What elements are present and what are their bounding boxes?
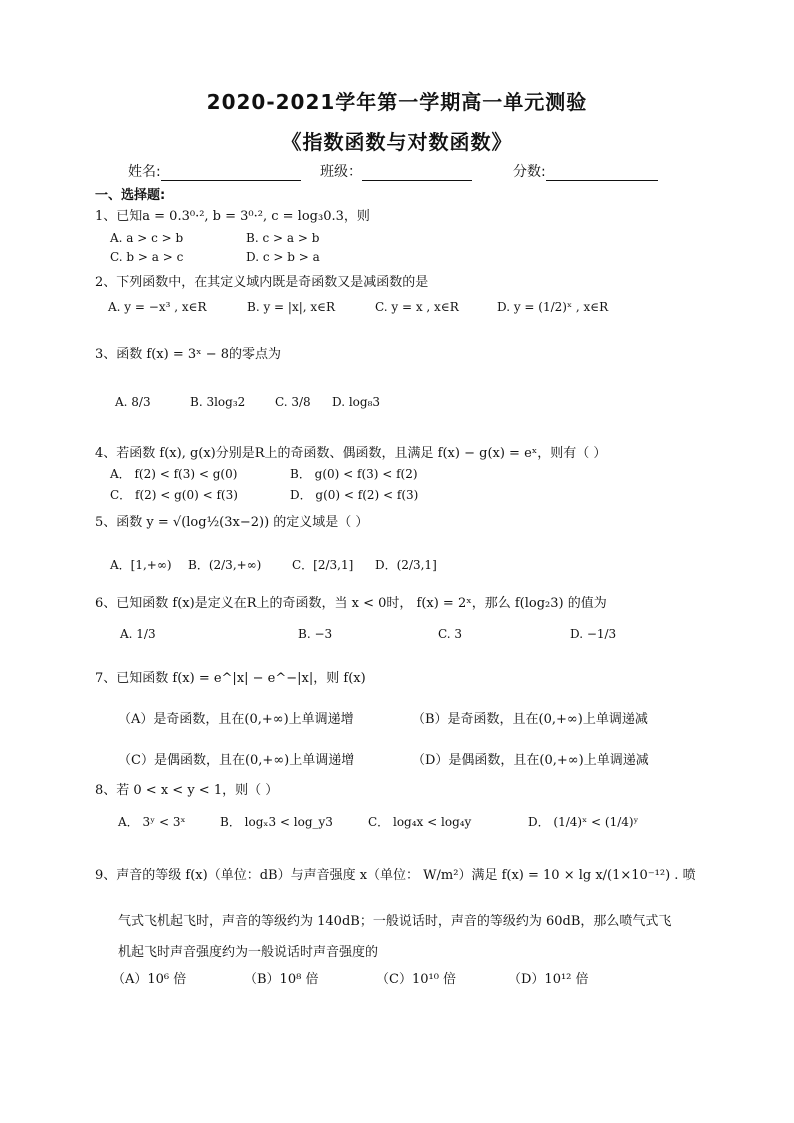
question-2-option-c[interactable]: C. y = x , x∈R bbox=[375, 300, 459, 314]
question-6-option-d[interactable]: D. −1/3 bbox=[570, 627, 617, 641]
question-3-stem: 3、函数 f(x) = 3ˣ − 8的零点为 bbox=[95, 347, 282, 362]
question-1-option-b[interactable]: B. c > a > b bbox=[246, 231, 320, 245]
question-2-option-d[interactable]: D. y = (1/2)ˣ , x∈R bbox=[497, 300, 609, 314]
question-3-option-d[interactable]: D. log₈3 bbox=[332, 395, 381, 409]
question-1-option-d[interactable]: D. c > b > a bbox=[246, 250, 320, 264]
name-label: 姓名: bbox=[128, 164, 161, 180]
class-field[interactable] bbox=[320, 161, 472, 181]
question-9-stem-line-2: 气式飞机起飞时，声音的等级约为 140dB；一般说话时，声音的等级约为 60dB，那么喷气式飞 bbox=[118, 914, 672, 929]
question-6-option-b[interactable]: B. −3 bbox=[298, 627, 333, 641]
question-2-stem: 2、下列函数中，在其定义域内既是奇函数又是减函数的是 bbox=[95, 275, 429, 290]
question-1-option-a[interactable]: A. a > c > b bbox=[110, 231, 184, 245]
question-3-option-c[interactable]: C. 3/8 bbox=[275, 395, 311, 409]
question-9-stem-line-3: 机起飞时声音强度约为一般说话时声音强度的 bbox=[118, 945, 379, 960]
question-2-option-b[interactable]: B. y = |x|, x∈R bbox=[247, 300, 336, 314]
question-2-option-a[interactable]: A. y = −x³ , x∈R bbox=[108, 300, 207, 314]
question-6-option-a[interactable]: A. 1/3 bbox=[120, 627, 156, 641]
question-6-stem: 6、已知函数 f(x)是定义在R上的奇函数，当 x < 0时， f(x) = 2ˣ，那么 f(log₂3) 的值为 bbox=[95, 596, 607, 611]
question-5-option-b[interactable]: B．(2/3,+∞) bbox=[188, 558, 262, 572]
score-label: 分数: bbox=[513, 164, 546, 180]
question-5-stem: 5、函数 y = √(log½(3x−2)) 的定义域是（ ） bbox=[95, 515, 369, 530]
question-1-option-c[interactable]: C. b > a > c bbox=[110, 250, 184, 264]
question-5-option-c[interactable]: C．[2/3,1] bbox=[292, 558, 354, 572]
page-title: 2020-2021学年第一学期高一单元测验 bbox=[206, 90, 588, 114]
question-6-option-c[interactable]: C. 3 bbox=[438, 627, 463, 641]
question-9-stem-line-1: 9、声音的等级 f(x)（单位：dB）与声音强度 x（单位： W/m²）满足 f(x) = 10 × lg x/(1×10⁻¹²) . 喷 bbox=[95, 868, 696, 883]
question-5-option-a[interactable]: A．[1,+∞) bbox=[110, 558, 172, 572]
name-field[interactable] bbox=[128, 161, 301, 181]
score-field[interactable] bbox=[513, 161, 658, 181]
question-9-option-c[interactable]: （C）10¹⁰ 倍 bbox=[376, 972, 457, 987]
question-4-option-b[interactable]: B． g(0) < f(3) < f(2) bbox=[290, 467, 418, 481]
score-blank[interactable] bbox=[546, 166, 658, 181]
question-8-option-a[interactable]: A． 3ʸ < 3ˣ bbox=[118, 815, 186, 829]
question-7-option-b[interactable]: （B）是奇函数，且在(0,+∞)上单调递减 bbox=[412, 712, 648, 727]
question-8-option-c[interactable]: C． log₄x < log₄y bbox=[368, 815, 472, 829]
question-8-stem: 8、若 0 < x < y < 1，则（ ） bbox=[95, 783, 279, 798]
question-9-option-b[interactable]: （B）10⁸ 倍 bbox=[244, 972, 319, 987]
question-8-option-d[interactable]: D． (1/4)ˣ < (1/4)ʸ bbox=[528, 815, 639, 829]
question-4-stem: 4、若函数 f(x), g(x)分别是R上的奇函数、偶函数，且满足 f(x) − g(x) = eˣ，则有（ ） bbox=[95, 446, 607, 461]
name-blank[interactable] bbox=[161, 166, 301, 181]
question-7-option-a[interactable]: （A）是奇函数，且在(0,+∞)上单调递增 bbox=[118, 712, 354, 727]
question-9-option-d[interactable]: （D）10¹² 倍 bbox=[508, 972, 589, 987]
question-1-stem: 1、已知a = 0.3⁰·², b = 3⁰·², c = log₃0.3，则 bbox=[95, 209, 370, 224]
question-7-option-d[interactable]: （D）是偶函数，且在(0,+∞)上单调递减 bbox=[412, 753, 649, 768]
class-blank[interactable] bbox=[362, 166, 472, 181]
question-8-option-b[interactable]: B． logₓ3 < log_y3 bbox=[220, 815, 333, 829]
question-7-option-c[interactable]: （C）是偶函数，且在(0,+∞)上单调递增 bbox=[118, 753, 355, 768]
question-3-option-b[interactable]: B. 3log₃2 bbox=[190, 395, 246, 409]
question-9-option-a[interactable]: （A）10⁶ 倍 bbox=[112, 972, 187, 987]
question-4-option-d[interactable]: D． g(0) < f(2) < f(3) bbox=[290, 488, 419, 502]
question-3-option-a[interactable]: A. 8/3 bbox=[115, 395, 151, 409]
question-4-option-a[interactable]: A． f(2) < f(3) < g(0) bbox=[110, 467, 238, 481]
page-subtitle: 《指数函数与对数函数》 bbox=[281, 130, 513, 154]
section-heading: 一、选择题: bbox=[95, 188, 166, 203]
question-4-option-c[interactable]: C． f(2) < g(0) < f(3) bbox=[110, 488, 238, 502]
question-5-option-d[interactable]: D．(2/3,1] bbox=[375, 558, 437, 572]
question-7-stem: 7、已知函数 f(x) = e^|x| − e^−|x|，则 f(x) bbox=[95, 671, 366, 686]
class-label: 班级： bbox=[320, 164, 362, 180]
